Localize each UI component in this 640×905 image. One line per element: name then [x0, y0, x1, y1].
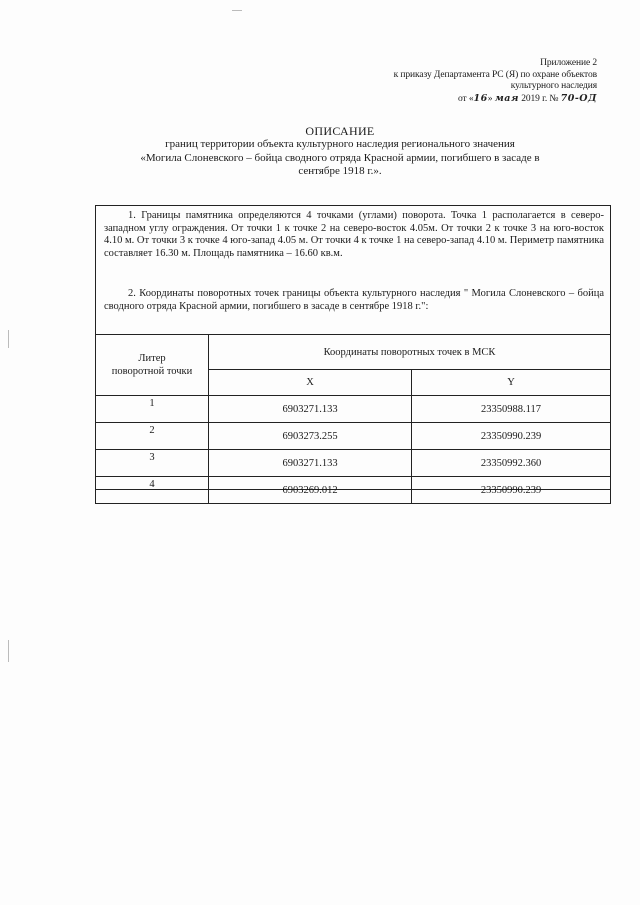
document-title — [90, 124, 590, 179]
title-line-1: границ территории объекта культурного наследия регионального значения — [165, 138, 515, 150]
coordinates-table — [95, 334, 611, 504]
table-header-row — [96, 335, 611, 370]
cell-x: 6903273.255 — [209, 423, 412, 450]
cell-point: 3 — [96, 450, 209, 477]
table-row — [96, 423, 611, 450]
appendix-date-line: от «16» мая 2019 г. № 70-ОД — [458, 92, 597, 104]
cell-y: 23350990.239 — [412, 477, 611, 504]
cell-point: 4 — [96, 477, 209, 504]
header-x: X — [209, 370, 412, 396]
appendix-header — [394, 58, 597, 105]
cell-x: 6903271.133 — [209, 396, 412, 423]
title-line-3: сентябре 1918 г.». — [298, 165, 382, 177]
table-row — [96, 396, 611, 423]
table-row — [96, 450, 611, 477]
header-liter: Литер поворотной точки — [96, 335, 209, 396]
cell-point: 2 — [96, 423, 209, 450]
content-frame — [95, 205, 611, 496]
scan-artifact-left-bottom — [8, 640, 9, 662]
cell-x: 6903269.012 — [209, 477, 412, 504]
paragraph-boundaries: 1. Границы памятника определяются 4 точками (углами) поворота. Точка 1 располагается в северо-западном углу ограждения. От точки 1 к точке 2 на северо-восток 4.05м. От точки 2 к точке 3 на юго-восток 4.10 м. От точки 3 к точке 4 юго-запад 4.05 м. От точки 4 к точке 1 на северо-запад 4.10 м. Периметр памятника составляет 16.30 м. Площадь памятника – 16.60 кв.м. — [104, 210, 604, 259]
scan-artifact-top — [232, 10, 242, 11]
appendix-number: Приложение 2 — [540, 58, 597, 68]
handwritten-order-number: 70-ОД — [560, 92, 597, 104]
handwritten-month: мая — [494, 92, 519, 104]
cell-point: 1 — [96, 396, 209, 423]
table-row — [96, 477, 611, 504]
cell-y: 23350990.239 — [412, 423, 611, 450]
header-y: Y — [412, 370, 611, 396]
appendix-order-ref-cont: культурного наследия — [510, 81, 597, 91]
title-heading: ОПИСАНИЕ — [305, 124, 375, 138]
cell-y: 23350988.117 — [412, 396, 611, 423]
appendix-order-ref: к приказу Департамента РС (Я) по охране объектов — [393, 69, 597, 80]
handwritten-day: 16 — [473, 92, 488, 104]
cell-x: 6903271.133 — [209, 450, 412, 477]
scan-artifact-left-top — [8, 330, 9, 348]
cell-y: 23350992.360 — [412, 450, 611, 477]
title-line-2: «Могила Слоневского – бойца сводного отряда Красной армии, погибшего в засаде в — [140, 151, 540, 164]
paragraph-coordinates: 2. Координаты поворотных точек границы объекта культурного наследия " Могила Слоневского – бойца сводного отряда Красной армии, погибшего в засаде в сентябре 1918 г.": — [104, 288, 604, 312]
header-coordinates: Координаты поворотных точек в МСК — [209, 335, 611, 370]
